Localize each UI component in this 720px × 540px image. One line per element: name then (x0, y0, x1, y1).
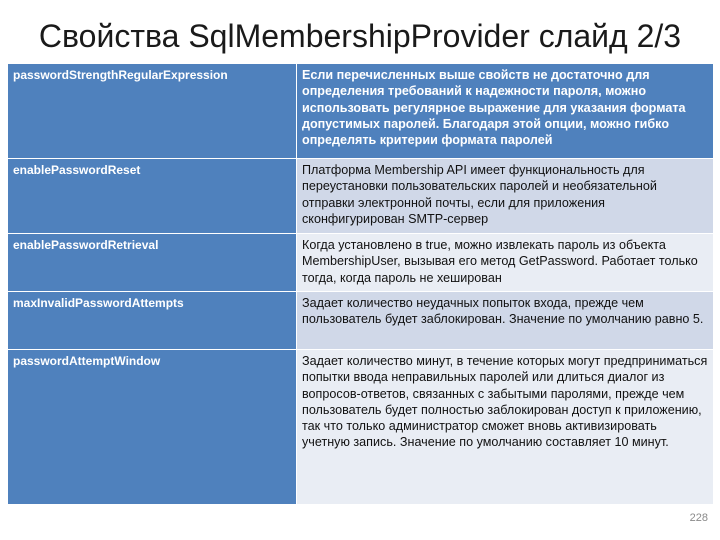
property-name: maxInvalidPasswordAttempts (8, 292, 297, 350)
slide-number: 228 (689, 512, 708, 524)
property-name: enablePasswordReset (8, 159, 297, 234)
property-description: Задает количество неудачных попыток входа, прежде чем пользователь будет заблокирован. Значение по умолчанию равно 5. (297, 292, 714, 350)
table-row (8, 64, 714, 159)
table-row (8, 292, 714, 350)
property-description: Задает количество минут, в течение которых могут предприниматься попытки ввода неправильных паролей или длиться диалог из вопросов-ответов, связанных с забытыми паролями, прежде чем пользователь будет полностью заблокирован доступ к приложению, так что только администратор сможет вновь активизировать учетную запись. Значение по умолчанию составляет 10 минут. (297, 350, 714, 505)
slide-title: Свойства SqlMembershipProvider слайд 2/3 (38, 18, 682, 54)
properties-table (7, 63, 714, 505)
table-row (8, 159, 714, 234)
property-name: passwordStrengthRegularExpression (8, 64, 297, 159)
property-description: Платформа Membership API имеет функциональность для переустановки пользовательских паролей и необязательной отправки электронной почты, если для приложения сконфигурирован SMTP-сервер (297, 159, 714, 234)
property-name: enablePasswordRetrieval (8, 234, 297, 292)
property-description: Когда установлено в true, можно извлекать пароль из объекта MembershipUser, вызывая его метод GetPassword. Работает только тогда, когда пароль не хеширован (297, 234, 714, 292)
table-row (8, 350, 714, 505)
property-description: Если перечисленных выше свойств не достаточно для определения требований к надежности пароля, можно использовать регулярное выражение для указания формата допустимых паролей. Благодаря этой опции, можно гибко определять критерии формата паролей (297, 64, 714, 159)
table-row (8, 234, 714, 292)
property-name: passwordAttemptWindow (8, 350, 297, 505)
